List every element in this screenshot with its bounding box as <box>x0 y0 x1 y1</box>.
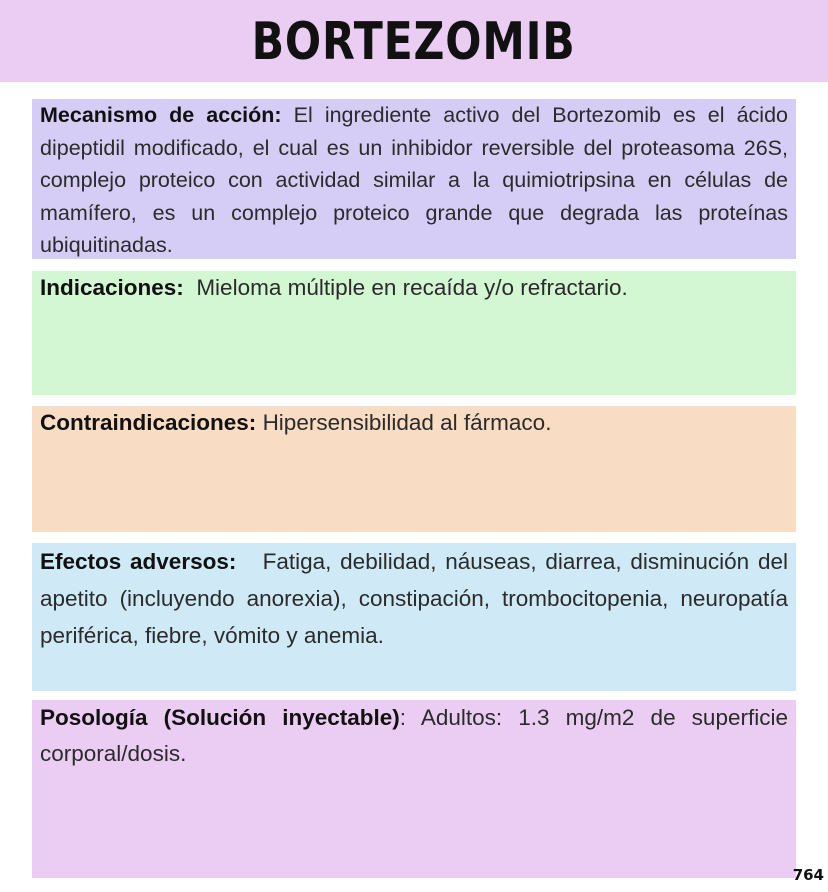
section-efectos-adversos <box>32 543 796 691</box>
section-text-contraindicaciones: Hipersensibilidad al fármaco. <box>262 410 552 435</box>
section-label-posologia: Posología (Solución inyectable) <box>40 705 400 730</box>
section-mecanismo <box>32 99 796 259</box>
page-title: BORTEZOMIB <box>251 12 577 72</box>
section-label-mecanismo: Mecanismo de acción: <box>40 103 282 127</box>
title-banner <box>0 0 828 82</box>
section-label-indicaciones: Indicaciones: <box>40 275 184 300</box>
section-text-efectos: Fatiga, debilidad, náuseas, diarrea, disminución del apetito (incluyendo anorexia), constipación, trombocitopenia, neuropatía periférica, fiebre, vómito y anemia. <box>40 549 788 648</box>
section-posologia <box>32 700 796 878</box>
section-label-contraindicaciones: Contraindicaciones: <box>40 410 257 435</box>
section-indicaciones <box>32 271 796 395</box>
section-text-mecanismo: El ingrediente activo del Bortezomib es el ácido dipeptidil modificado, el cual es un inhibidor reversible del proteasoma 26S, complejo proteico con actividad similar a la quimiotripsina en células de mamífero, es un complejo proteico grande que degrada las proteínas ubiquitinadas. <box>40 103 788 257</box>
section-contraindicaciones <box>32 406 796 532</box>
page-number: 764 <box>792 866 824 884</box>
section-text-indicaciones: Mieloma múltiple en recaída y/o refractario. <box>196 275 628 300</box>
section-text-posologia: : Adultos: 1.3 mg/m2 de superficie corporal/dosis. <box>40 705 788 766</box>
section-label-efectos: Efectos adversos: <box>40 549 237 574</box>
